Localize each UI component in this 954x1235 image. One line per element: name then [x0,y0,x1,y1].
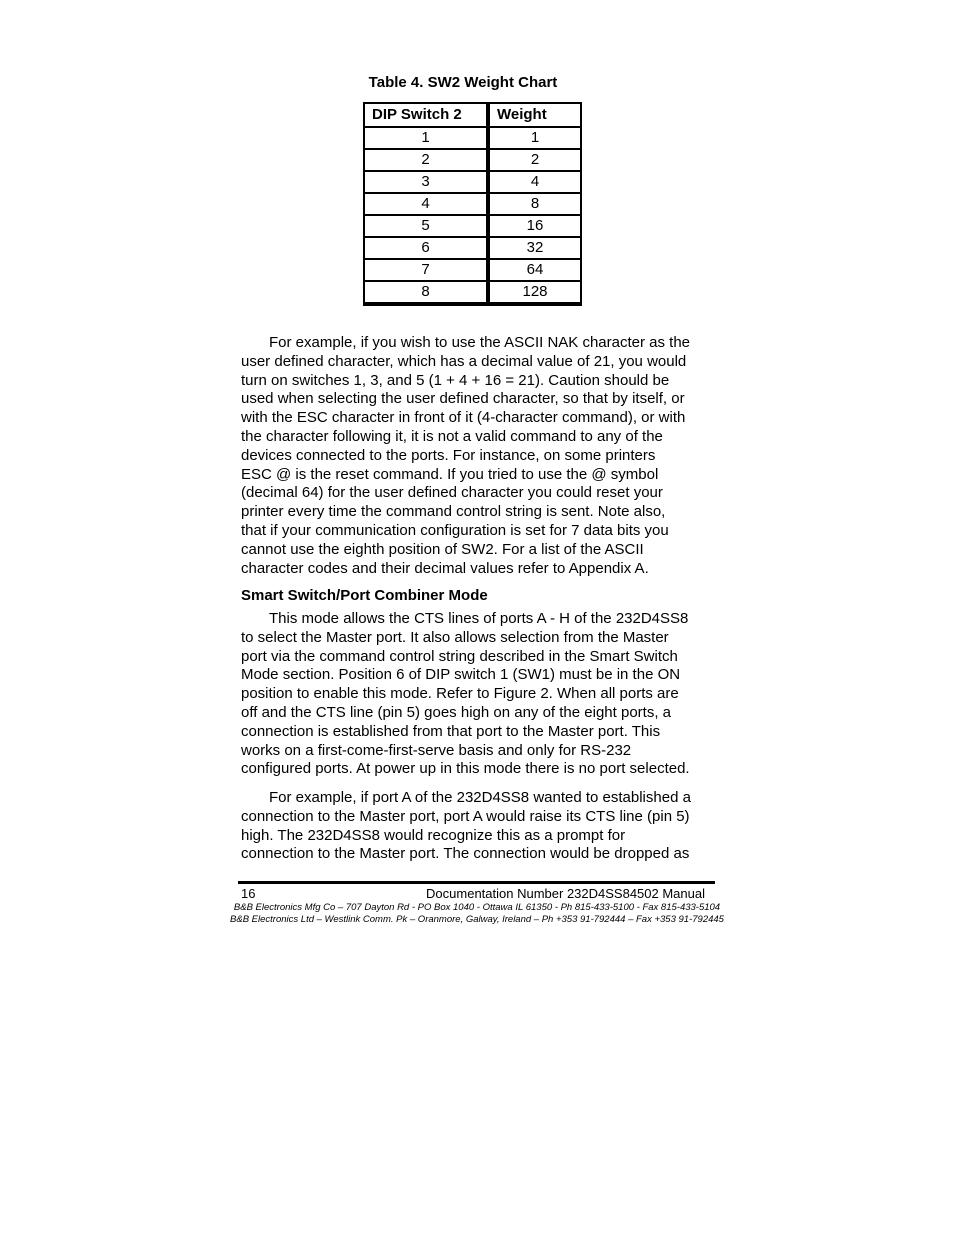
footer-address-ireland: B&B Electronics Ltd – Westlink Comm. Pk – Oranmore, Galway, Ireland – Ph +353 91-792444 – Fax +353 91-792445 [230,914,724,925]
table-caption: Table 4. SW2 Weight Chart [368,74,558,91]
section-heading: Smart Switch/Port Combiner Mode [241,587,488,604]
paragraph-ascii-nak-example: For example, if you wish to use the ASCII NAK character as the user defined character, which has a decimal value of 21, you would turn on switches 1, 3, and 5 (1 + 4 + 16 = 21). Caution should be used when selecting the user defined character, so that by itself, or with the ESC character in front of it (4-character command), or with the character following it, it is not a valid command to any of the devices connected to the ports. For instance, on some printers ESC @ is the reset command. If you tried to use the @ symbol (decimal 64) for the user defined character you could reset your printer every time the command control string is sent. Note also, that if your communication configuration is set for 7 data bits you cannot use the eighth position of SW2. For a list of the ASCII character codes and their decimal values refer to Appendix A. [241,334,691,577]
table-cell-switch: 5 [365,216,486,236]
table-cell-switch: 3 [365,172,486,192]
table-cell-switch: 4 [365,194,486,214]
table-header-weight: Weight [490,104,580,126]
table-cell-switch: 8 [365,282,486,302]
table-cell-switch: 6 [365,238,486,258]
sw2-weight-table [363,102,582,306]
table-cell-weight: 2 [490,150,580,170]
table-cell-switch: 7 [365,260,486,280]
table-header-dip-switch: DIP Switch 2 [365,104,486,126]
table-cell-weight: 8 [490,194,580,214]
table-cell-weight: 64 [490,260,580,280]
table-cell-weight: 4 [490,172,580,192]
page-number: 16 [241,886,256,901]
table-cell-weight: 128 [490,282,580,302]
footer-divider [238,881,715,884]
table-cell-weight: 32 [490,238,580,258]
document-number: Documentation Number 232D4SS84502 Manual [426,886,705,901]
table-cell-switch: 2 [365,150,486,170]
paragraph-port-combiner-mode: This mode allows the CTS lines of ports A - H of the 232D4SS8 to select the Master port. It also allows selection from the Master port via the command control string described in the Smart Switch Mode section. Position 6 of DIP switch 1 (SW1) must be in the ON position to enable this mode. Refer to Figure 2. When all ports are off and the CTS line (pin 5) goes high on any of the eight ports, a connection is established from that port to the Master port. This works on a first-come-first-serve basis and only for RS-232 configured ports. At power up in this mode there is no port selected. [241,610,690,778]
footer-address-us: B&B Electronics Mfg Co – 707 Dayton Rd - PO Box 1040 - Ottawa IL 61350 - Ph 815-433-5100 - Fax 815-433-5104 [233,902,721,913]
table-cell-switch: 1 [365,128,486,148]
table-cell-weight: 1 [490,128,580,148]
paragraph-port-a-example: For example, if port A of the 232D4SS8 wanted to established a connection to the Master port, port A would raise its CTS line (pin 5) high. The 232D4SS8 would recognize this as a prompt for connection to the Master port. The connection would be dropped as [241,789,691,863]
table-cell-weight: 16 [490,216,580,236]
